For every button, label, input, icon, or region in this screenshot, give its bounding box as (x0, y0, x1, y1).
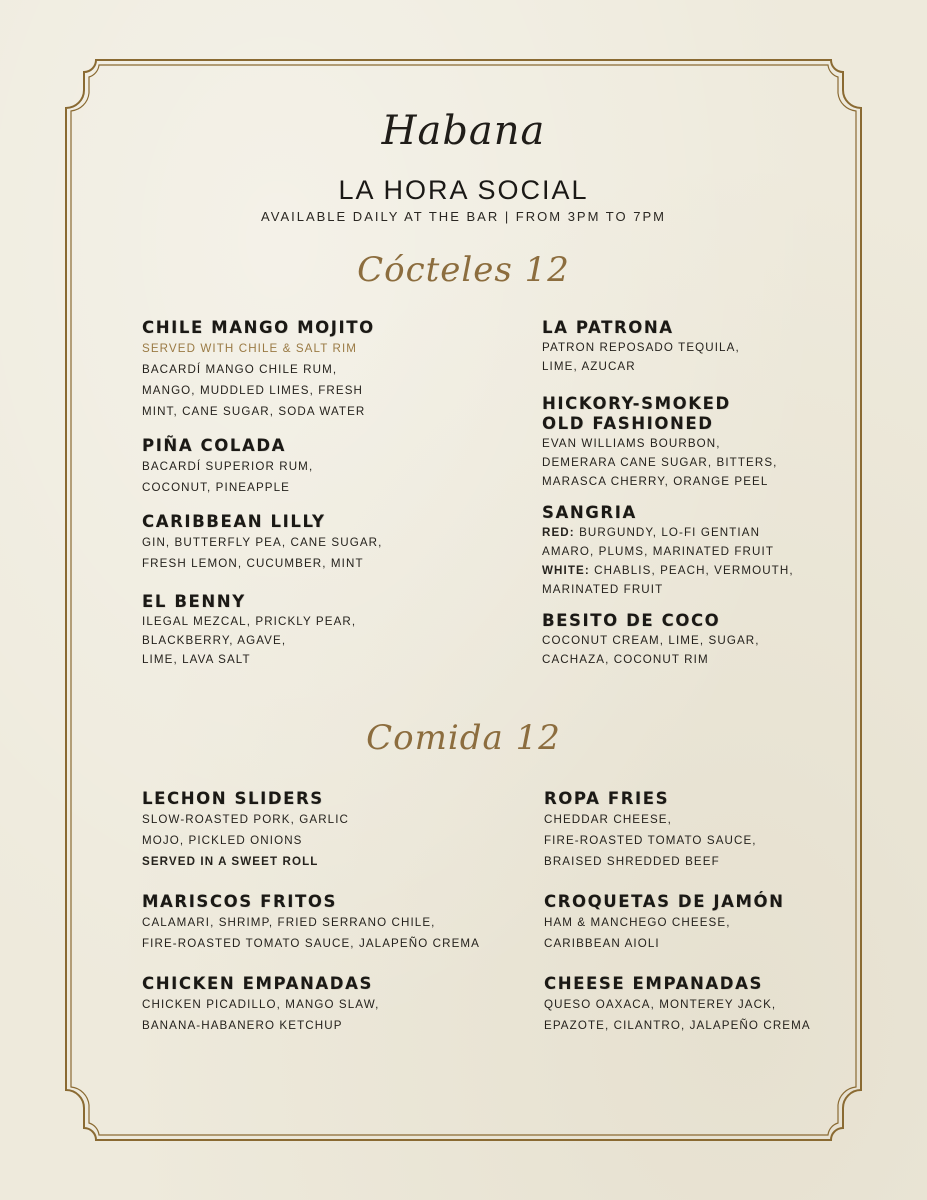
item-description: FRESH LEMON, CUCUMBER, MINT (142, 557, 364, 570)
item-description: BACARDÍ SUPERIOR RUM, (142, 460, 314, 473)
menu-item (142, 436, 472, 498)
item-description: BRAISED SHREDDED BEEF (544, 855, 720, 868)
item-description: LIME, LAVA SALT (142, 653, 251, 666)
item-name: CARIBBEAN LILLY (142, 512, 326, 531)
item-description: MOJO, PICKLED ONIONS (142, 834, 303, 847)
item-note: SERVED WITH CHILE & SALT RIM (142, 342, 358, 355)
menu-item (142, 318, 472, 422)
comida-left-column (142, 789, 502, 1050)
item-name: LECHON SLIDERS (142, 789, 324, 808)
item-name: OLD FASHIONED (542, 414, 714, 433)
item-description: PATRON REPOSADO TEQUILA, (542, 341, 740, 354)
comida-right-column (544, 789, 844, 1050)
item-description: QUESO OAXACA, MONTEREY JACK, (544, 998, 777, 1011)
menu-item (142, 512, 472, 574)
red-description: BURGUNDY, LO-FI GENTIAN (579, 526, 761, 539)
item-description: AMARO, PLUMS, MARINATED FRUIT (542, 545, 775, 558)
item-description: FIRE-ROASTED TOMATO SAUCE, (544, 834, 757, 847)
item-name: SANGRIA (542, 503, 637, 522)
item-description: MINT, CANE SUGAR, SODA WATER (142, 405, 366, 418)
menu-item (142, 892, 502, 954)
item-name: PIÑA COLADA (142, 436, 287, 455)
item-description: BLACKBERRY, AGAVE, (142, 634, 287, 647)
cocteles-right-column (542, 318, 872, 683)
item-description: DEMERARA CANE SUGAR, BITTERS, (542, 456, 778, 469)
item-name: HICKORY-SMOKED (542, 394, 731, 413)
red-label: RED: (542, 526, 575, 539)
white-description: CHABLIS, PEACH, VERMOUTH, (594, 564, 794, 577)
item-description: HAM & MANCHEGO CHEESE, (544, 916, 731, 929)
menu-item (544, 789, 844, 872)
item-name: CHILE MANGO MOJITO (142, 318, 375, 337)
item-description: BACARDÍ MANGO CHILE RUM, (142, 363, 338, 376)
section-heading-cocteles: Cócteles 12 (357, 250, 570, 290)
item-description: BANANA-HABANERO KETCHUP (142, 1019, 343, 1032)
page-title: LA HORA SOCIAL (338, 175, 589, 205)
item-description: CARIBBEAN AIOLI (544, 937, 660, 950)
item-name: EL BENNY (142, 592, 246, 611)
cocteles-left-column (142, 318, 472, 683)
menu-item (544, 892, 844, 954)
item-description: GIN, BUTTERFLY PEA, CANE SUGAR, (142, 536, 383, 549)
item-note: SERVED IN A SWEET ROLL (142, 855, 319, 868)
item-description: COCONUT, PINEAPPLE (142, 481, 291, 494)
item-name: CHICKEN EMPANADAS (142, 974, 373, 993)
item-name: CROQUETAS DE JAMÓN (544, 892, 785, 911)
item-description: MANGO, MUDDLED LIMES, FRESH (142, 384, 364, 397)
menu-item (544, 974, 844, 1036)
item-name: ROPA FRIES (544, 789, 670, 808)
item-description (542, 561, 872, 580)
menu-item (542, 318, 872, 376)
item-description: ILEGAL MEZCAL, PRICKLY PEAR, (142, 615, 357, 628)
menu-item (542, 394, 872, 491)
item-description: COCONUT CREAM, LIME, SUGAR, (542, 634, 760, 647)
item-description: CHEDDAR CHEESE, (544, 813, 672, 826)
item-description: EVAN WILLIAMS BOURBON, (542, 437, 721, 450)
item-description: CACHAZA, COCONUT RIM (542, 653, 709, 666)
menu-item (142, 789, 502, 872)
item-description: EPAZOTE, CILANTRO, JALAPEÑO CREMA (544, 1019, 811, 1032)
item-name: BESITO DE COCO (542, 611, 721, 630)
menu-item (142, 974, 502, 1036)
item-name: LA PATRONA (542, 318, 674, 337)
item-description (542, 523, 872, 542)
item-description: CHICKEN PICADILLO, MANGO SLAW, (142, 998, 380, 1011)
menu-item (142, 592, 472, 669)
item-description: LIME, AZUCAR (542, 360, 636, 373)
item-description: FIRE-ROASTED TOMATO SAUCE, JALAPEÑO CREMA (142, 937, 480, 950)
item-description: MARINATED FRUIT (542, 583, 664, 596)
page-subtitle: AVAILABLE DAILY AT THE BAR | FROM 3PM TO 7PM (261, 209, 666, 224)
item-description: SLOW-ROASTED PORK, GARLIC (142, 813, 350, 826)
item-name: CHEESE EMPANADAS (544, 974, 763, 993)
menu-item (542, 611, 872, 669)
brand-logo: Habana (381, 108, 546, 154)
white-label: WHITE: (542, 564, 590, 577)
section-heading-comida: Comida 12 (366, 718, 561, 758)
item-description: MARASCA CHERRY, ORANGE PEEL (542, 475, 769, 488)
item-description: CALAMARI, SHRIMP, FRIED SERRANO CHILE, (142, 916, 436, 929)
item-name: MARISCOS FRITOS (142, 892, 337, 911)
menu-item (542, 503, 872, 599)
